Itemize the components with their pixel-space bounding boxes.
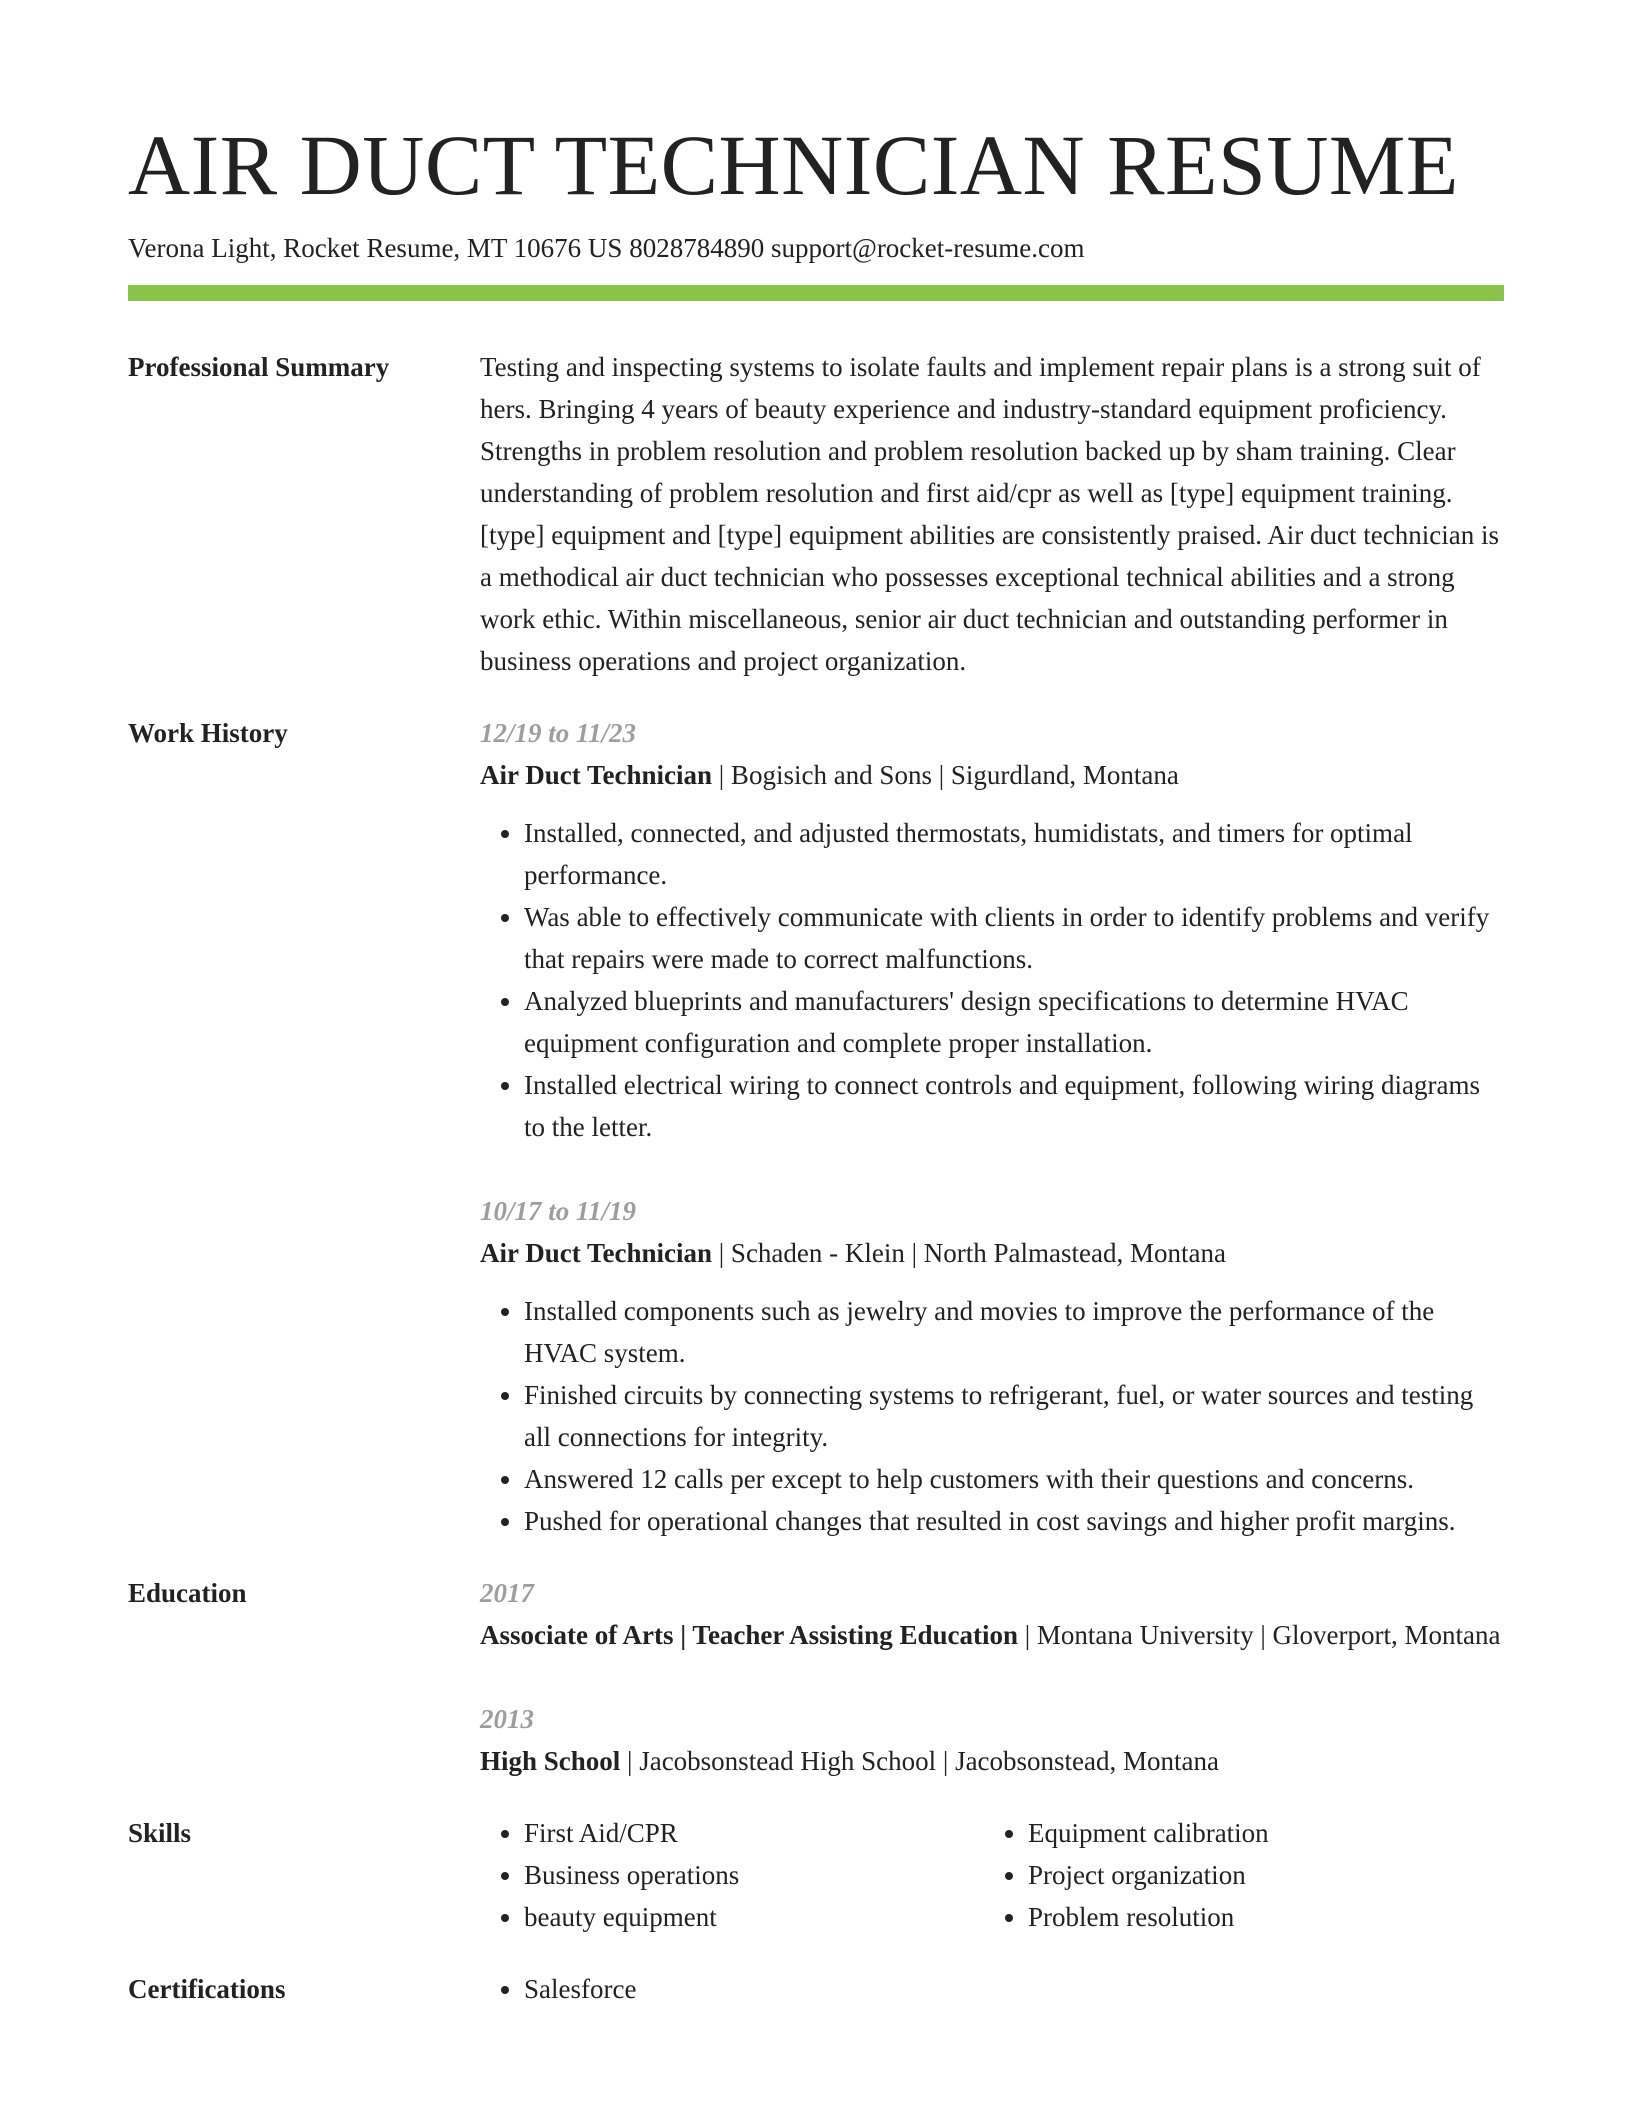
job-bullets	[480, 1290, 1504, 1542]
job-dates: 12/19 to 11/23	[480, 718, 637, 748]
resume-sections	[128, 346, 1504, 2040]
contact-address: Verona Light, Rocket Resume, MT 10676 US	[128, 233, 623, 263]
resume-title: AIR DUCT TECHNICIAN RESUME	[128, 117, 1459, 213]
skill-item: • Business operations	[524, 1854, 984, 1896]
certifications-list	[480, 1968, 1504, 2010]
job-bullets	[480, 812, 1504, 1148]
job-heading	[480, 1232, 1504, 1274]
education-degree: High School	[480, 1746, 621, 1776]
job-bullet: • Finished circuits by connecting systems to refrigerant, fuel, or water sources and testing all connections for integrity.	[524, 1374, 1504, 1458]
skills-list-right	[984, 1812, 1488, 1938]
education-heading: Education	[128, 1578, 247, 1608]
summary-body	[480, 346, 1504, 682]
skill-item: • Project organization	[1028, 1854, 1488, 1896]
education-degree: Associate of Arts | Teacher Assisting Education	[480, 1620, 1018, 1650]
skill-item: • beauty equipment	[524, 1896, 984, 1938]
education-section	[128, 1572, 1504, 1782]
education-year: 2013	[480, 1704, 534, 1734]
work-history-body	[480, 712, 1504, 1542]
education-details: | Montana University | Gloverport, Montana	[1017, 1620, 1501, 1650]
work-history-section	[128, 712, 1504, 1542]
contact-line	[128, 232, 1084, 264]
summary-section	[128, 346, 1504, 682]
job-bullet: • Pushed for operational changes that resulted in cost savings and higher profit margins.	[524, 1500, 1504, 1542]
skills-body	[480, 1812, 1504, 1938]
certifications-section	[128, 1968, 1504, 2010]
certifications-body	[480, 1968, 1504, 2010]
job-bullet: • Answered 12 calls per except to help customers with their questions and concerns.	[524, 1458, 1504, 1500]
job-entry	[480, 712, 1504, 1148]
education-entry	[480, 1572, 1504, 1656]
skills-heading: Skills	[128, 1818, 192, 1848]
job-dates: 10/17 to 11/19	[480, 1196, 637, 1226]
skill-item: • Equipment calibration	[1028, 1812, 1488, 1854]
job-bullet: • Was able to effectively communicate with clients in order to identify problems and verify that repairs were made to correct malfunctions.	[524, 896, 1504, 980]
work-history-heading: Work History	[128, 718, 288, 748]
education-details: | Jacobsonstead High School | Jacobsonstead, Montana	[620, 1746, 1220, 1776]
certification-item: • Salesforce	[524, 1968, 1504, 2010]
education-heading-line	[480, 1740, 1504, 1782]
job-bullet: • Installed, connected, and adjusted thermostats, humidistats, and timers for optimal performance.	[524, 812, 1504, 896]
job-entry	[480, 1190, 1504, 1542]
job-title: Air Duct Technician	[480, 760, 713, 790]
job-bullet: • Installed components such as jewelry and movies to improve the performance of the HVAC system.	[524, 1290, 1504, 1374]
education-year: 2017	[480, 1578, 534, 1608]
contact-email[interactable]: support@rocket-resume.com	[770, 233, 1085, 263]
summary-text: Testing and inspecting systems to isolate faults and implement repair plans is a strong suit of hers. Bringing 4 years of beauty experience and industry-standard equipment proficiency. Strengths in problem resolution and problem resolution backed up by sham training. Clear understanding of problem resolution and first aid/cpr as well as [type] equipment training. [type] equipment and [type] equipment abilities are consistently praised. Air duct technician is a methodical air duct technician who possesses exceptional technical abilities and a strong work ethic. Within miscellaneous, senior air duct technician and outstanding performer in business operations and project organization.	[480, 352, 1499, 676]
job-details: | Bogisich and Sons | Sigurdland, Montana	[712, 760, 1179, 790]
job-details: | Schaden - Klein | North Palmastead, Montana	[712, 1238, 1226, 1268]
summary-heading: Professional Summary	[128, 352, 390, 382]
contact-phone: 8028784890	[629, 233, 765, 263]
education-body	[480, 1572, 1504, 1782]
certifications-heading: Certifications	[128, 1974, 286, 2004]
education-entry	[480, 1698, 1504, 1782]
skill-item: • First Aid/CPR	[524, 1812, 984, 1854]
skills-list-left	[480, 1812, 984, 1938]
job-bullet: • Analyzed blueprints and manufacturers' design specifications to determine HVAC equipment configuration and complete proper installation.	[524, 980, 1504, 1064]
skills-section	[128, 1812, 1504, 1938]
education-heading-line	[480, 1614, 1504, 1656]
accent-divider	[128, 285, 1504, 301]
job-title: Air Duct Technician	[480, 1238, 713, 1268]
job-heading	[480, 754, 1504, 796]
job-bullet: • Installed electrical wiring to connect controls and equipment, following wiring diagrams to the letter.	[524, 1064, 1504, 1148]
skill-item: • Problem resolution	[1028, 1896, 1488, 1938]
